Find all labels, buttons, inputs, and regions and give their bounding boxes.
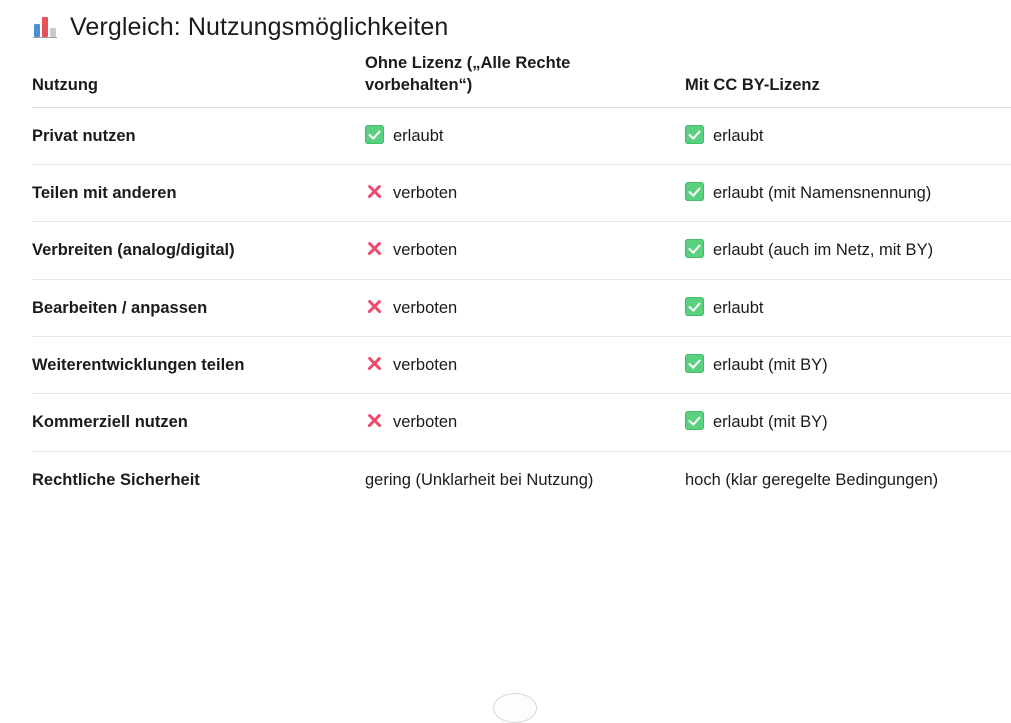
row-label: Teilen mit anderen <box>32 164 365 221</box>
cell-no-license <box>365 394 685 451</box>
cell-text: erlaubt (mit Namensnennung) <box>713 183 932 202</box>
check-icon <box>685 297 704 316</box>
page-title: Vergleich: Nutzungsmöglichkeiten <box>70 12 449 41</box>
cross-icon <box>365 411 384 430</box>
row-label: Verbreiten (analog/digital) <box>32 222 365 279</box>
table-row <box>32 451 1011 508</box>
cross-icon <box>365 182 384 201</box>
cell-text: verboten <box>393 298 458 317</box>
cell-text: erlaubt <box>393 126 444 145</box>
cell-no-license: gering (Unklarheit bei Nutzung) <box>365 470 594 489</box>
check-icon <box>685 354 704 373</box>
cell-cc-by <box>685 337 1011 394</box>
cell-text: verboten <box>393 183 458 202</box>
row-label: Kommerziell nutzen <box>32 394 365 451</box>
cell-no-license <box>365 337 685 394</box>
cell-cc-by <box>685 107 1011 164</box>
cell-no-license <box>365 107 685 164</box>
cell-text: erlaubt (mit BY) <box>713 356 828 375</box>
cell-cc-by <box>685 279 1011 336</box>
bar-chart-icon <box>32 14 58 40</box>
cell-cc-by: hoch (klar geregelte Bedingungen) <box>685 470 939 489</box>
cell-cc-by <box>685 394 1011 451</box>
table-body <box>32 107 1011 508</box>
page-bottom-artifact <box>493 693 537 723</box>
cell-text: erlaubt (mit BY) <box>713 413 828 432</box>
cell-text: erlaubt <box>713 298 764 317</box>
column-header-usage: Nutzung <box>32 46 365 107</box>
page-title-row <box>0 0 1011 46</box>
table-row <box>32 164 1011 221</box>
check-icon <box>365 125 384 144</box>
table-header-row <box>32 46 1011 107</box>
cell-text: erlaubt <box>713 126 764 145</box>
check-icon <box>685 239 704 258</box>
row-label: Rechtliche Sicherheit <box>32 470 200 489</box>
cell-text: verboten <box>393 413 458 432</box>
cell-cc-by <box>685 164 1011 221</box>
cell-no-license <box>365 222 685 279</box>
cross-icon <box>365 239 384 258</box>
cell-no-license <box>365 164 685 221</box>
table-row <box>32 279 1011 336</box>
check-icon <box>685 182 704 201</box>
cross-icon <box>365 354 384 373</box>
table-row <box>32 394 1011 451</box>
table-row <box>32 107 1011 164</box>
column-header-cc-by: Mit CC BY-Lizenz <box>685 46 1011 107</box>
cell-cc-by <box>685 222 1011 279</box>
row-label: Privat nutzen <box>32 107 365 164</box>
cell-text: verboten <box>393 241 458 260</box>
cell-no-license <box>365 279 685 336</box>
row-label: Weiterentwicklungen teilen <box>32 337 365 394</box>
row-label: Bearbeiten / anpassen <box>32 279 365 336</box>
comparison-table <box>32 46 1011 508</box>
cell-text: verboten <box>393 356 458 375</box>
check-icon <box>685 411 704 430</box>
column-header-no-license: Ohne Lizenz („Alle Rechte vorbehalten“) <box>365 46 685 107</box>
check-icon <box>685 125 704 144</box>
cross-icon <box>365 297 384 316</box>
cell-text: erlaubt (auch im Netz, mit BY) <box>713 241 934 260</box>
table-row <box>32 337 1011 394</box>
table-row <box>32 222 1011 279</box>
